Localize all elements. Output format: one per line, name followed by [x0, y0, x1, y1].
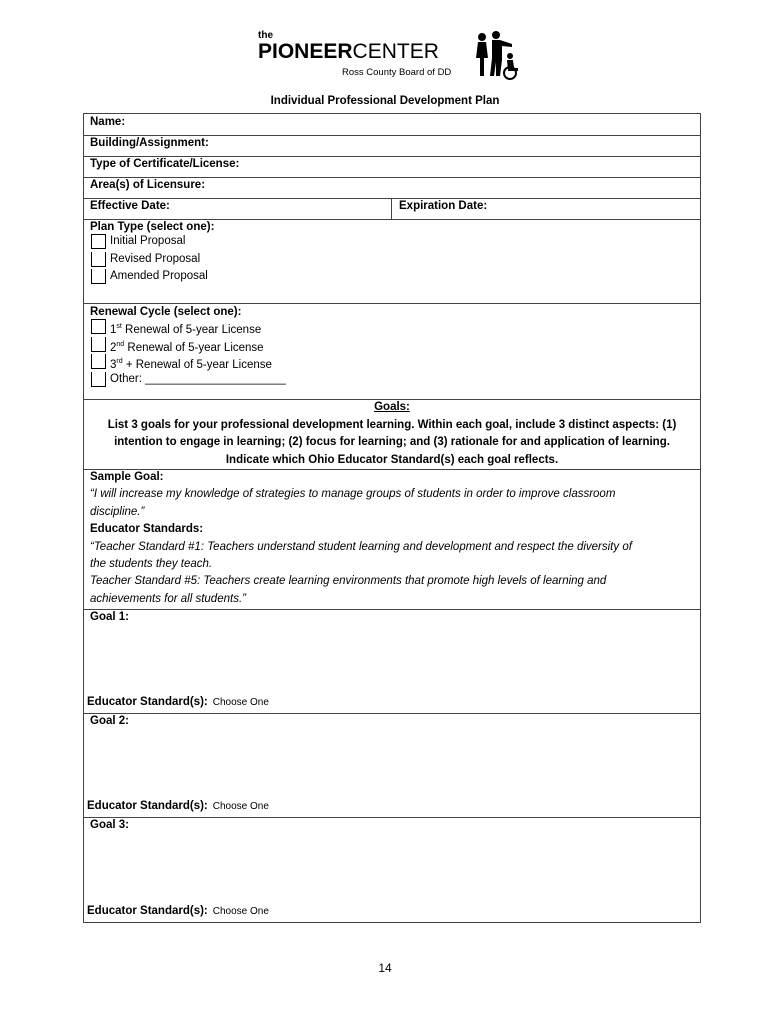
sample-standard-text: achievements for all students.” [90, 592, 246, 605]
sample-standard-text: Teacher Standard #5: Teachers create learning environments that promote high levels of learning and [90, 575, 607, 588]
checkbox[interactable] [91, 319, 106, 334]
checkbox[interactable] [91, 337, 106, 352]
goal-2-section[interactable] [84, 713, 700, 818]
licensure-label: Area(s) of Licensure: [90, 179, 206, 191]
standards-dropdown[interactable]: Choose One [212, 801, 269, 812]
name-label: Name: [90, 116, 126, 128]
sample-goal-label: Sample Goal: [90, 471, 164, 483]
goal-1-label: Goal 1: [90, 611, 129, 623]
logo-subtitle: Ross County Board of DD [342, 67, 452, 78]
document-title: Individual Professional Development Plan [270, 95, 500, 107]
renewal-cycle-section [84, 303, 700, 400]
plan-option-revised[interactable]: Revised Proposal [84, 251, 700, 269]
renewal-option-3[interactable]: 3rd + Renewal of 5-year License [84, 353, 700, 371]
building-label: Building/Assignment: [90, 137, 209, 149]
goals-instruction-line: Indicate which Ohio Educator Standard(s) each goal reflects. [225, 453, 559, 466]
licensure-row[interactable] [84, 177, 700, 199]
renewal-option-other[interactable]: Other: ______________________ [84, 371, 700, 389]
page-number: 14 [378, 961, 392, 975]
goal-3-standards [87, 905, 269, 917]
goal-1-standards [87, 696, 269, 708]
plan-type-label: Plan Type (select one): [90, 221, 215, 233]
sample-standard-text: “Teacher Standard #1: Teachers understand student learning and development and respect the diversity of [90, 540, 632, 553]
goal-3-section[interactable] [84, 817, 700, 922]
plan-option-initial[interactable]: Initial Proposal [84, 233, 700, 251]
checkbox[interactable] [91, 354, 106, 369]
standards-label: Educator Standard(s): [87, 905, 208, 917]
checkbox[interactable] [91, 372, 106, 387]
standards-label: Educator Standard(s): [87, 696, 208, 708]
plan-type-section [84, 219, 700, 304]
effective-date-field[interactable]: Effective Date: [90, 200, 170, 212]
checkbox[interactable] [91, 234, 106, 249]
certificate-row[interactable] [84, 156, 700, 178]
goals-instructions [84, 399, 700, 470]
dates-row [84, 198, 700, 220]
pioneer-center-logo [258, 30, 528, 82]
people-figures-icon [472, 30, 522, 80]
educator-standards-label: Educator Standards: [90, 523, 204, 536]
name-row[interactable] [84, 114, 700, 136]
development-plan-form [83, 113, 701, 923]
goals-instruction-line: List 3 goals for your professional development learning. Within each goal, include 3 distinct aspects: (1) [107, 418, 677, 431]
sample-goal-text: “I will increase my knowledge of strategies to manage groups of students in order to improve classroom [90, 488, 616, 501]
expiration-date-field[interactable]: Expiration Date: [391, 198, 494, 219]
checkbox[interactable] [91, 252, 106, 267]
goal-2-label: Goal 2: [90, 715, 129, 727]
goals-instruction-line: intention to engage in learning; (2) focus for learning; and (3) rationale for and application of learning. [114, 436, 670, 448]
renewal-cycle-label: Renewal Cycle (select one): [90, 306, 242, 318]
renewal-option-1[interactable]: 1st Renewal of 5-year License [84, 318, 700, 336]
building-row[interactable] [84, 135, 700, 157]
plan-option-amended[interactable]: Amended Proposal [84, 268, 700, 286]
goal-1-section[interactable] [84, 609, 700, 714]
standards-dropdown[interactable]: Choose One [212, 906, 269, 917]
logo-the: the [258, 30, 273, 41]
goals-heading: Goals: [374, 401, 410, 413]
sample-standard-text: the students they teach. [90, 558, 213, 571]
goal-3-label: Goal 3: [90, 819, 129, 831]
sample-goal-section [84, 469, 700, 610]
standards-label: Educator Standard(s): [87, 800, 208, 812]
logo-wordmark: PIONEERCENTER [258, 40, 439, 63]
checkbox[interactable] [91, 269, 106, 284]
renewal-option-2[interactable]: 2nd Renewal of 5-year License [84, 336, 700, 354]
goal-2-standards [87, 800, 269, 812]
sample-goal-text: discipline.” [90, 505, 145, 518]
standards-dropdown[interactable]: Choose One [212, 697, 269, 708]
certificate-label: Type of Certificate/License: [90, 158, 240, 170]
